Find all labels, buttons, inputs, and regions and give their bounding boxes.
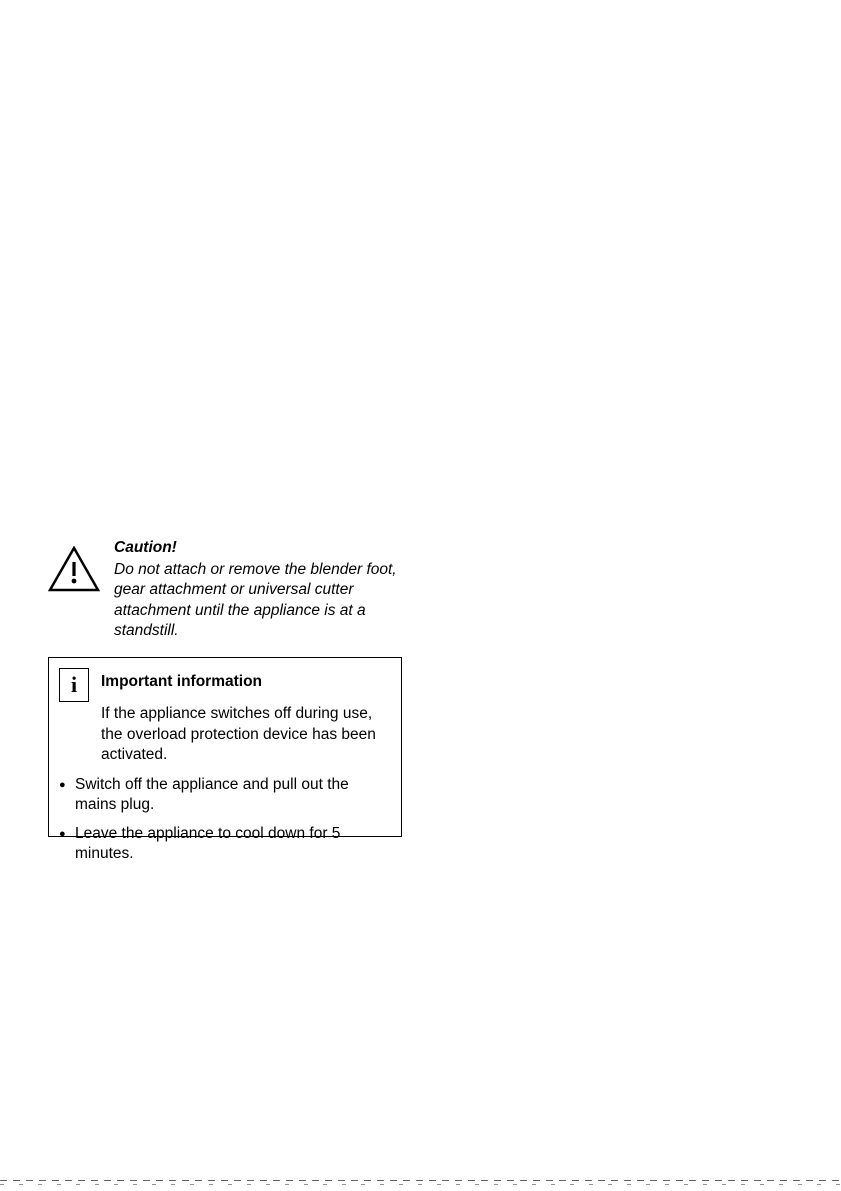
list-item: ● Leave the appliance to cool down for 5 minutes.	[59, 824, 367, 865]
scan-artifact-strip	[0, 1177, 841, 1191]
scan-artifact-line	[0, 1180, 841, 1181]
important-information-bullets	[59, 775, 391, 865]
information-i-icon: i	[59, 668, 89, 702]
caution-title: Caution!	[114, 539, 177, 556]
caution-notice	[48, 538, 408, 642]
important-information-body: If the appliance switches off during use, the overload protection device has been activated.	[101, 705, 376, 763]
important-information-title: Important information	[101, 673, 263, 690]
scan-artifact-line	[0, 1184, 841, 1185]
list-item: ● Switch off the appliance and pull out the mains plug.	[59, 775, 367, 816]
warning-triangle-icon	[48, 546, 100, 592]
important-information-header	[59, 668, 391, 702]
important-information-box	[48, 657, 402, 862]
caution-body: Do not attach or remove the blender foot, gear attachment or universal cutter attachment until the appliance is at a standstill.	[114, 560, 397, 639]
